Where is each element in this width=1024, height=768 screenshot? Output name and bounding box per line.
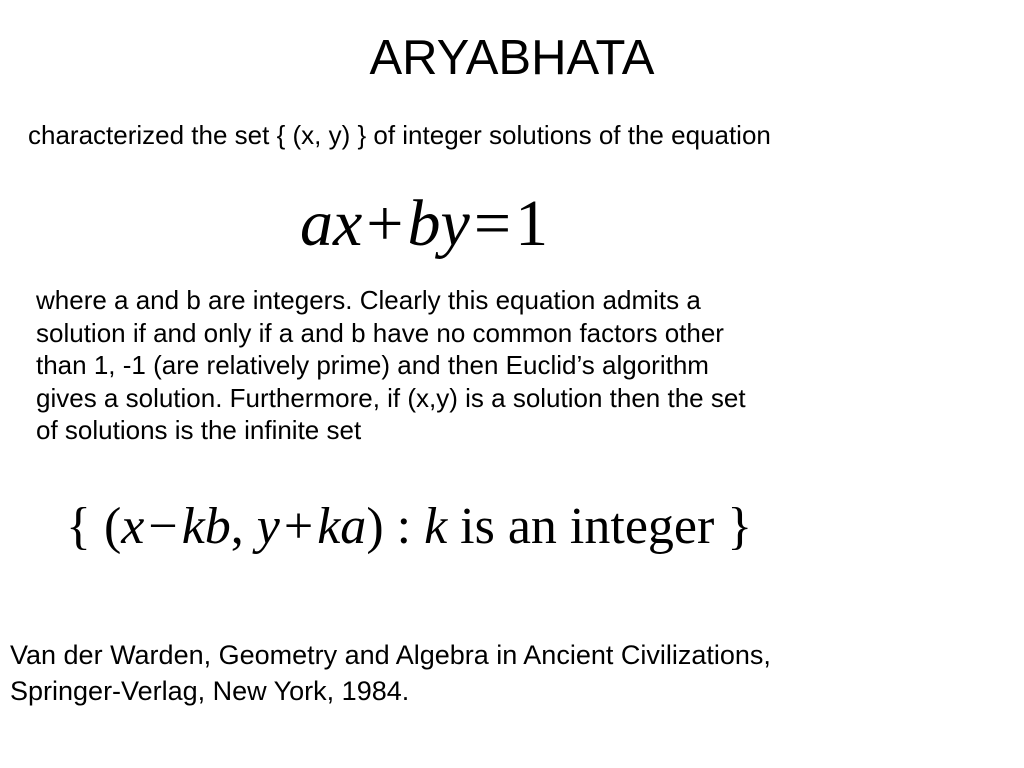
eq2-y: y [256,498,280,555]
eq2-x: x [121,498,145,555]
eq2-kb: kb [181,498,231,555]
eq2-close: ) : [366,498,412,555]
body-line: gives a solution. Furthermore, if (x,y) is a solution then the set [36,382,746,413]
eq2-tail: is an integer } [460,498,753,555]
eq1-plus: + [366,187,404,260]
eq1-b: b [407,187,441,260]
body-line: of solutions is the infinite set [36,415,362,445]
solution-set-equation [66,492,752,562]
eq2-comma: , [230,498,244,555]
slide-title: ARYABHATA [369,31,655,85]
citation-line: Springer-Verlag, New York, 1984. [10,676,410,706]
body-line: where a and b are integers. Clearly this equation admits a [36,285,701,315]
eq2-minus: − [148,498,178,555]
eq2-open: { ( [66,498,122,555]
eq2-plus: + [283,498,314,555]
citation-line: Van der Warden, Geometry and Algebra in Ancient Civilizations, [10,640,771,670]
citation [10,637,771,709]
eq2-ka: ka [317,498,367,555]
eq1-a: a [300,187,333,260]
eq1-one: 1 [515,187,549,260]
eq1-equals: = [473,187,512,260]
body-line: solution if and only if a and b have no common factors other [36,317,724,348]
body-line: than 1, -1 (are relatively prime) and then Euclid’s algorithm [36,350,709,380]
eq1-y: y [440,187,470,260]
eq1-x: x [333,187,363,260]
intro-text: characterized the set { (x, y) } of integer solutions of the equation [28,120,771,150]
equation-ax-plus-by [300,184,548,264]
eq2-k: k [424,498,448,555]
body-paragraph [36,284,996,447]
